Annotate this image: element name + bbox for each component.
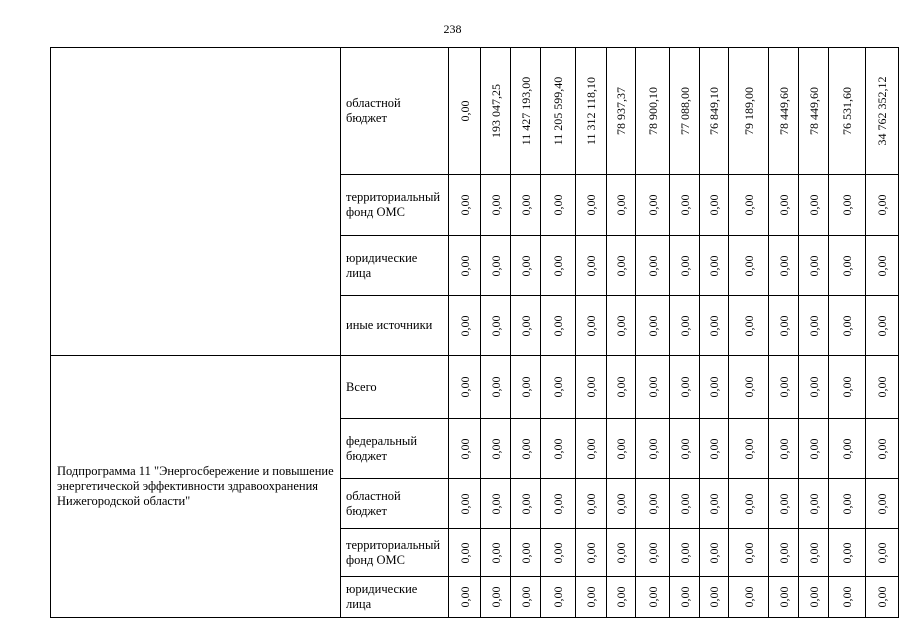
- value-cell: [449, 356, 481, 419]
- value-cell: [636, 296, 670, 356]
- value-text: 79 189,00: [741, 87, 756, 135]
- value-cell: [829, 296, 866, 356]
- value-cell: [866, 577, 899, 618]
- value-text: 76 849,10: [707, 87, 721, 135]
- value-text: 0,00: [840, 586, 854, 608]
- value-cell: [866, 419, 899, 479]
- value-text: 0,00: [584, 194, 598, 216]
- value-text: 78 900,10: [645, 87, 660, 135]
- value-cell: [700, 479, 729, 529]
- value-text: 0,00: [551, 438, 565, 459]
- value-text: 0,00: [806, 376, 821, 398]
- value-cell: [829, 529, 866, 577]
- value-text: 0,00: [741, 194, 756, 216]
- value-cell: [670, 296, 700, 356]
- value-text: 0,00: [614, 194, 628, 216]
- value-text: 0,00: [741, 493, 756, 514]
- value-text: 0,00: [875, 194, 889, 216]
- value-cell: [700, 296, 729, 356]
- value-text: 0,00: [875, 315, 889, 336]
- value-text: 0,00: [551, 376, 565, 398]
- value-text: 0,00: [488, 194, 503, 216]
- value-text: 0,00: [457, 438, 472, 459]
- value-text: 0,00: [457, 194, 472, 216]
- value-text: 0,00: [614, 376, 628, 398]
- value-text: 0,00: [645, 315, 660, 336]
- value-cell: [511, 175, 541, 236]
- value-text: 0,00: [707, 542, 721, 563]
- value-text: 0,00: [875, 493, 889, 514]
- value-cell: [636, 175, 670, 236]
- value-cell: [576, 356, 607, 419]
- value-cell: [449, 236, 481, 296]
- value-cell: [799, 175, 829, 236]
- value-text: 0,00: [584, 493, 598, 514]
- value-cell: [829, 236, 866, 296]
- value-text: 0,00: [584, 255, 598, 276]
- value-cell: [729, 296, 769, 356]
- value-cell: [866, 296, 899, 356]
- funding-source: областной бюджет: [341, 479, 449, 529]
- value-cell: [700, 577, 729, 618]
- value-text: 0,00: [875, 255, 889, 276]
- value-cell: [799, 48, 829, 175]
- value-text: 0,00: [776, 376, 791, 398]
- value-text: 0,00: [488, 542, 503, 563]
- value-text: 0,00: [806, 493, 821, 514]
- funding-source: иные источники: [341, 296, 449, 356]
- value-text: 0,00: [488, 315, 503, 336]
- funding-source: федеральный бюджет: [341, 419, 449, 479]
- value-text: 0,00: [840, 194, 854, 216]
- value-cell: [700, 356, 729, 419]
- value-cell: [769, 236, 799, 296]
- value-text: 0,00: [488, 586, 503, 608]
- value-text: 0,00: [806, 542, 821, 563]
- value-cell: [769, 356, 799, 419]
- value-text: 0,00: [677, 493, 692, 514]
- value-text: 0,00: [741, 438, 756, 459]
- value-text: 0,00: [677, 194, 692, 216]
- value-cell: [607, 48, 636, 175]
- value-cell: [670, 577, 700, 618]
- value-text: 0,00: [840, 438, 854, 459]
- value-cell: [729, 356, 769, 419]
- value-cell: [729, 577, 769, 618]
- value-text: 0,00: [875, 376, 889, 398]
- value-text: 0,00: [551, 255, 565, 276]
- value-text: 78 449,60: [806, 87, 821, 135]
- value-text: 0,00: [518, 542, 533, 563]
- value-text: 0,00: [707, 315, 721, 336]
- value-cell: [607, 236, 636, 296]
- value-text: 11 427 193,00: [518, 76, 533, 146]
- value-text: 0,00: [741, 255, 756, 276]
- value-cell: [481, 419, 511, 479]
- value-text: 0,00: [645, 493, 660, 514]
- value-cell: [700, 529, 729, 577]
- value-cell: [449, 577, 481, 618]
- value-cell: [607, 296, 636, 356]
- value-text: 0,00: [488, 255, 503, 276]
- value-text: 0,00: [584, 315, 598, 336]
- value-text: 0,00: [741, 376, 756, 398]
- value-cell: [541, 175, 576, 236]
- value-cell: [700, 236, 729, 296]
- value-cell: [636, 529, 670, 577]
- value-text: 0,00: [741, 315, 756, 336]
- value-text: 0,00: [741, 542, 756, 563]
- value-cell: [541, 479, 576, 529]
- value-text: 0,00: [707, 438, 721, 459]
- value-text: 0,00: [551, 493, 565, 514]
- value-text: 78 449,60: [776, 87, 791, 135]
- value-cell: [576, 48, 607, 175]
- value-cell: [449, 296, 481, 356]
- value-text: 0,00: [806, 586, 821, 608]
- value-text: 0,00: [584, 376, 598, 398]
- value-text: 0,00: [518, 194, 533, 216]
- value-text: 0,00: [518, 255, 533, 276]
- value-cell: [670, 419, 700, 479]
- value-text: 77 088,00: [677, 87, 692, 135]
- value-cell: [636, 236, 670, 296]
- value-cell: [769, 419, 799, 479]
- value-text: 0,00: [551, 586, 565, 608]
- value-cell: [576, 236, 607, 296]
- value-cell: [866, 48, 899, 175]
- value-text: 0,00: [707, 194, 721, 216]
- value-text: 0,00: [875, 438, 889, 459]
- value-cell: [729, 48, 769, 175]
- value-cell: [481, 356, 511, 419]
- value-cell: [829, 175, 866, 236]
- value-text: 0,00: [518, 376, 533, 398]
- value-text: 0,00: [707, 493, 721, 514]
- value-cell: [799, 479, 829, 529]
- value-cell: [670, 175, 700, 236]
- value-text: 0,00: [645, 376, 660, 398]
- value-text: 0,00: [645, 255, 660, 276]
- value-text: 0,00: [518, 493, 533, 514]
- value-text: 0,00: [776, 493, 791, 514]
- value-cell: [799, 296, 829, 356]
- value-text: 0,00: [677, 438, 692, 459]
- value-text: 0,00: [457, 100, 472, 122]
- value-cell: [449, 48, 481, 175]
- value-text: 0,00: [806, 194, 821, 216]
- value-text: 0,00: [875, 542, 889, 563]
- value-cell: [670, 529, 700, 577]
- value-cell: [511, 419, 541, 479]
- value-cell: [511, 529, 541, 577]
- value-text: 78 937,37: [614, 87, 628, 135]
- value-text: 0,00: [614, 255, 628, 276]
- value-cell: [607, 356, 636, 419]
- value-text: 0,00: [518, 315, 533, 336]
- value-cell: [729, 529, 769, 577]
- value-text: 0,00: [677, 315, 692, 336]
- value-text: 0,00: [457, 315, 472, 336]
- value-text: 0,00: [551, 194, 565, 216]
- value-cell: [829, 577, 866, 618]
- value-text: 0,00: [677, 586, 692, 608]
- value-cell: [769, 577, 799, 618]
- value-cell: [511, 577, 541, 618]
- value-cell: [670, 479, 700, 529]
- funding-source: территориальный фонд ОМС: [341, 529, 449, 577]
- table-row: [51, 48, 899, 175]
- value-cell: [829, 48, 866, 175]
- value-cell: [799, 419, 829, 479]
- value-text: 0,00: [551, 542, 565, 563]
- value-text: 0,00: [614, 493, 628, 514]
- value-cell: [636, 479, 670, 529]
- value-cell: [729, 479, 769, 529]
- value-cell: [866, 175, 899, 236]
- value-cell: [449, 419, 481, 479]
- value-text: 0,00: [707, 586, 721, 608]
- value-cell: [541, 529, 576, 577]
- value-cell: [576, 577, 607, 618]
- value-cell: [607, 529, 636, 577]
- value-text: 0,00: [645, 438, 660, 459]
- value-text: 0,00: [776, 194, 791, 216]
- value-text: 0,00: [457, 493, 472, 514]
- value-cell: [799, 577, 829, 618]
- value-cell: [541, 236, 576, 296]
- value-text: 0,00: [840, 493, 854, 514]
- value-text: 0,00: [551, 315, 565, 336]
- value-text: 0,00: [518, 438, 533, 459]
- value-cell: [576, 419, 607, 479]
- value-text: 0,00: [806, 315, 821, 336]
- value-text: 0,00: [457, 255, 472, 276]
- value-cell: [607, 479, 636, 529]
- funding-source: Всего: [341, 356, 449, 419]
- funding-source: областной бюджет: [341, 48, 449, 175]
- value-cell: [866, 356, 899, 419]
- value-cell: [769, 479, 799, 529]
- funding-source: территориальный фонд ОМС: [341, 175, 449, 236]
- value-text: 0,00: [741, 586, 756, 608]
- value-text: 0,00: [776, 438, 791, 459]
- value-cell: [481, 577, 511, 618]
- value-cell: [729, 419, 769, 479]
- value-text: 0,00: [645, 542, 660, 563]
- table-row: [51, 356, 899, 419]
- value-cell: [729, 236, 769, 296]
- value-text: 0,00: [457, 586, 472, 608]
- value-cell: [607, 175, 636, 236]
- value-cell: [576, 175, 607, 236]
- value-cell: [576, 529, 607, 577]
- value-cell: [700, 419, 729, 479]
- value-cell: [541, 356, 576, 419]
- value-cell: [636, 48, 670, 175]
- value-text: 0,00: [677, 542, 692, 563]
- value-cell: [670, 48, 700, 175]
- value-text: 0,00: [488, 376, 503, 398]
- value-cell: [769, 175, 799, 236]
- value-text: 11 205 599,40: [551, 76, 565, 146]
- value-text: 0,00: [645, 194, 660, 216]
- value-text: 0,00: [840, 376, 854, 398]
- value-text: 0,00: [776, 586, 791, 608]
- value-cell: [511, 236, 541, 296]
- funding-table: [50, 47, 899, 618]
- value-text: 0,00: [584, 586, 598, 608]
- value-cell: [829, 479, 866, 529]
- value-text: 0,00: [776, 315, 791, 336]
- value-cell: [866, 479, 899, 529]
- value-text: 0,00: [614, 315, 628, 336]
- page-number: 238: [443, 22, 462, 36]
- value-text: 0,00: [518, 586, 533, 608]
- value-text: 0,00: [488, 493, 503, 514]
- value-cell: [607, 419, 636, 479]
- value-text: 0,00: [457, 376, 472, 398]
- value-cell: [541, 419, 576, 479]
- value-text: 0,00: [776, 542, 791, 563]
- funding-source: юридические лица: [341, 577, 449, 618]
- value-cell: [511, 479, 541, 529]
- value-text: 0,00: [457, 542, 472, 563]
- value-cell: [481, 48, 511, 175]
- value-cell: [449, 529, 481, 577]
- value-cell: [576, 479, 607, 529]
- value-text: 193 047,25: [488, 84, 503, 138]
- value-cell: [799, 236, 829, 296]
- value-cell: [607, 577, 636, 618]
- value-cell: [769, 529, 799, 577]
- value-cell: [799, 529, 829, 577]
- value-text: 0,00: [677, 255, 692, 276]
- value-text: 0,00: [614, 586, 628, 608]
- value-text: 76 531,60: [840, 87, 854, 135]
- value-cell: [481, 236, 511, 296]
- value-cell: [541, 577, 576, 618]
- value-text: 0,00: [840, 255, 854, 276]
- funding-source: юридические лица: [341, 236, 449, 296]
- value-cell: [511, 356, 541, 419]
- value-cell: [769, 48, 799, 175]
- program-cell-empty: [51, 48, 341, 356]
- value-cell: [700, 48, 729, 175]
- value-text: 0,00: [614, 438, 628, 459]
- value-text: 0,00: [875, 586, 889, 608]
- value-cell: [670, 356, 700, 419]
- value-cell: [449, 175, 481, 236]
- value-text: 0,00: [840, 542, 854, 563]
- value-text: 0,00: [776, 255, 791, 276]
- value-cell: [511, 296, 541, 356]
- value-text: 0,00: [584, 438, 598, 459]
- value-cell: [636, 577, 670, 618]
- value-cell: [481, 175, 511, 236]
- value-text: 0,00: [584, 542, 598, 563]
- value-cell: [829, 419, 866, 479]
- value-cell: [541, 48, 576, 175]
- value-cell: [541, 296, 576, 356]
- value-text: 0,00: [806, 438, 821, 459]
- value-text: 0,00: [488, 438, 503, 459]
- value-cell: [866, 236, 899, 296]
- value-cell: [511, 48, 541, 175]
- value-text: 0,00: [707, 376, 721, 398]
- program-name: Подпрограмма 11 "Энергосбережение и повышение энергетической эффективности здравоохранения Нижегородской области": [51, 356, 341, 618]
- value-text: 0,00: [645, 586, 660, 608]
- value-cell: [636, 356, 670, 419]
- value-text: 0,00: [707, 255, 721, 276]
- value-cell: [481, 479, 511, 529]
- value-cell: [799, 356, 829, 419]
- value-cell: [576, 296, 607, 356]
- value-cell: [769, 296, 799, 356]
- value-text: 34 762 352,12: [875, 76, 889, 146]
- value-text: 11 312 118,10: [584, 76, 598, 146]
- value-cell: [700, 175, 729, 236]
- value-cell: [481, 529, 511, 577]
- value-cell: [636, 419, 670, 479]
- value-text: 0,00: [840, 315, 854, 336]
- value-cell: [481, 296, 511, 356]
- value-cell: [866, 529, 899, 577]
- value-cell: [449, 479, 481, 529]
- value-text: 0,00: [677, 376, 692, 398]
- value-cell: [729, 175, 769, 236]
- value-cell: [670, 236, 700, 296]
- value-cell: [829, 356, 866, 419]
- value-text: 0,00: [614, 542, 628, 563]
- value-text: 0,00: [806, 255, 821, 276]
